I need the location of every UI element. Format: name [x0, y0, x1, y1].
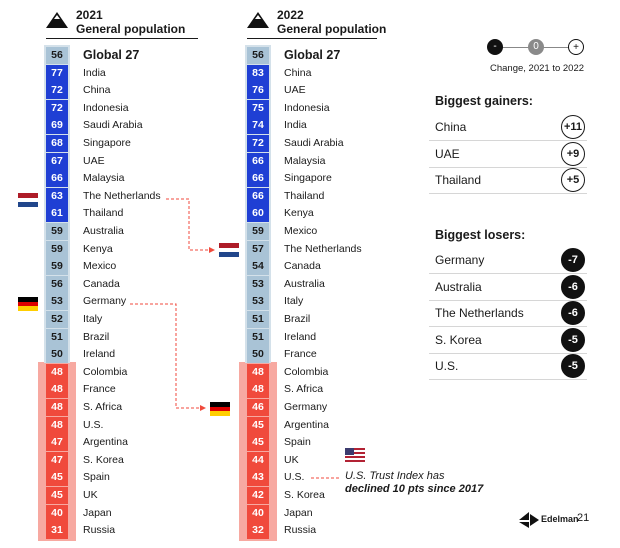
trust-score-bar: 75 — [247, 100, 269, 117]
trust-score-bar: 60 — [247, 205, 269, 222]
country-label: The Netherlands — [83, 189, 161, 202]
losers-title: Biggest losers: — [435, 228, 526, 242]
edelman-logo-icon — [519, 512, 539, 528]
country-label: Germany — [284, 401, 328, 413]
trust-triangle-icon — [46, 12, 68, 28]
trust-score-bar: 51 — [46, 329, 68, 346]
trust-score-bar: 72 — [46, 82, 68, 99]
country-label: Thailand — [435, 173, 482, 187]
country-label: S. Africa — [284, 383, 324, 396]
country-label: The Netherlands — [284, 242, 362, 255]
country-label: Global 27 — [83, 48, 140, 62]
country-label: Malaysia — [83, 172, 125, 185]
trust-score-bar: 69 — [46, 117, 68, 134]
legend-minus-circle: - — [487, 39, 503, 55]
country-label: Ireland — [83, 348, 116, 361]
trust-score-bar: 76 — [247, 82, 269, 99]
change-legend — [487, 38, 587, 78]
trust-score-bar: 51 — [247, 329, 269, 346]
country-label: Singapore — [284, 172, 332, 185]
trust-score-bar: 45 — [247, 434, 269, 451]
change-badge: -6 — [561, 301, 585, 325]
country-label: Kenya — [284, 207, 314, 220]
trust-score-bar: 67 — [46, 153, 68, 170]
trust-score-bar: 83 — [247, 65, 269, 82]
trust-score-bar: 45 — [46, 469, 68, 486]
trust-score-bar: 48 — [247, 381, 269, 398]
trust-score-bar: 59 — [247, 223, 269, 240]
change-badge: +9 — [561, 142, 585, 166]
country-label: Saudi Arabia — [284, 137, 344, 149]
legend-plus-circle: + — [568, 39, 584, 55]
country-label: Canada — [284, 260, 321, 273]
country-label: Australia — [284, 277, 325, 290]
trust-score-bar: 42 — [247, 487, 269, 504]
country-label: Kenya — [83, 242, 113, 255]
country-label: UAE — [83, 154, 105, 167]
country-label: Ireland — [284, 330, 317, 343]
page-number: 21 — [577, 512, 590, 524]
change-badge: +5 — [561, 168, 585, 192]
legend-zero-circle: 0 — [528, 39, 544, 55]
trust-score-bar: 66 — [247, 188, 269, 205]
country-label: Colombia — [83, 365, 128, 378]
country-label: China — [83, 84, 111, 97]
trust-score-bar: 74 — [247, 117, 269, 134]
note-line-1: U.S. Trust Index has — [345, 470, 445, 482]
country-label: France — [83, 383, 116, 396]
loser-row — [429, 274, 587, 301]
trust-score-bar: 53 — [247, 293, 269, 310]
flag-stripe-gold — [18, 306, 38, 311]
trust-score-bar: 48 — [46, 364, 68, 381]
country-label: Colombia — [284, 365, 329, 378]
us-flag-icon — [345, 448, 365, 462]
gainer-row — [429, 167, 587, 194]
netherlands-flag-icon — [219, 243, 239, 257]
country-label: Global 27 — [284, 48, 341, 62]
country-label: S. Africa — [83, 401, 123, 413]
change-badge: +11 — [561, 115, 585, 139]
subtitle-2021: General population — [76, 22, 186, 36]
trust-score-bar: 77 — [46, 65, 68, 82]
trust-score-bar: 45 — [247, 417, 269, 434]
germany-flag-icon — [18, 297, 38, 311]
trust-score-bar: 47 — [46, 452, 68, 469]
country-label: Russia — [284, 524, 317, 537]
trust-score-bar: 47 — [46, 434, 68, 451]
country-label: S. Korea — [284, 489, 325, 501]
country-label: Saudi Arabia — [83, 119, 143, 132]
country-label: Argentina — [284, 418, 329, 431]
country-label: Indonesia — [284, 101, 330, 114]
country-label: China — [284, 66, 312, 79]
loser-row — [429, 353, 587, 380]
header-rule-2021 — [46, 38, 198, 39]
country-label: Brazil — [284, 313, 311, 325]
country-label: Mexico — [83, 260, 117, 273]
country-label: Malaysia — [284, 154, 326, 167]
country-label: UAE — [435, 146, 460, 161]
country-label: UK — [83, 489, 98, 501]
germany-arrow — [130, 304, 201, 408]
country-label: Singapore — [83, 137, 131, 149]
trust-score-bar: 56 — [46, 47, 68, 64]
change-badge: -5 — [561, 328, 585, 352]
country-label: S. Korea — [435, 332, 482, 347]
country-label: India — [284, 119, 307, 132]
note-line-2: declined 10 pts since 2017 — [345, 483, 484, 495]
change-badge: -5 — [561, 354, 585, 378]
trust-score-bar: 56 — [46, 276, 68, 293]
country-label: China — [435, 120, 467, 134]
country-label: Thailand — [83, 207, 124, 220]
trust-score-bar: 59 — [46, 241, 68, 258]
trust-score-bar: 48 — [46, 381, 68, 398]
country-label: S. Korea — [83, 453, 124, 466]
trust-score-bar: 46 — [247, 399, 269, 416]
gainer-row — [429, 141, 587, 168]
netherlands-flag-icon — [18, 193, 38, 207]
trust-score-bar: 50 — [247, 346, 269, 363]
trust-score-bar: 72 — [247, 135, 269, 152]
gainers-title: Biggest gainers: — [435, 94, 533, 108]
trust-score-bar: 31 — [46, 522, 68, 539]
trust-score-bar: 48 — [247, 364, 269, 381]
country-label: Italy — [83, 313, 103, 325]
country-label: Russia — [83, 524, 116, 537]
country-label: Brazil — [83, 330, 110, 343]
trust-score-bar: 66 — [46, 170, 68, 187]
trust-score-bar: 43 — [247, 469, 269, 486]
netherlands-arrowhead — [209, 247, 215, 253]
trust-score-bar: 66 — [247, 153, 269, 170]
us-trust-note — [345, 470, 483, 496]
year-label-2021: 2021 — [76, 8, 103, 22]
trust-score-bar: 63 — [46, 188, 68, 205]
change-badge: -6 — [561, 275, 585, 299]
trust-score-bar: 44 — [247, 452, 269, 469]
header-rule-2022 — [247, 38, 377, 39]
country-label: UAE — [284, 84, 306, 97]
loser-row — [429, 247, 587, 274]
country-label: Japan — [284, 506, 313, 519]
subtitle-2022: General population — [277, 22, 387, 36]
trust-score-bar: 52 — [46, 311, 68, 328]
flag-stripe-gold — [210, 411, 230, 416]
trust-score-bar: 68 — [46, 135, 68, 152]
country-label: U.S. — [284, 471, 305, 484]
germany-flag-icon — [210, 402, 230, 416]
trust-score-bar: 53 — [247, 276, 269, 293]
trust-score-bar: 53 — [46, 293, 68, 310]
legend-caption: Change, 2021 to 2022 — [490, 63, 585, 74]
country-label: U.S. — [435, 359, 459, 373]
year-label-2022: 2022 — [277, 8, 304, 22]
trust-score-bar: 40 — [247, 505, 269, 522]
trust-score-bar: 50 — [46, 346, 68, 363]
gainer-row — [429, 114, 587, 141]
country-label: Thailand — [284, 189, 325, 202]
trust-score-bar: 66 — [247, 170, 269, 187]
country-label: Australia — [83, 225, 124, 237]
trust-score-bar: 48 — [46, 399, 68, 416]
country-label: Australia — [435, 279, 482, 294]
country-label: Spain — [284, 436, 311, 449]
change-badge: -7 — [561, 248, 585, 272]
country-label: UK — [284, 453, 299, 466]
trust-score-bar: 59 — [46, 223, 68, 240]
trust-score-bar: 72 — [46, 100, 68, 117]
germany-arrowhead — [200, 405, 206, 411]
country-label: Indonesia — [83, 101, 129, 114]
trust-score-bar: 32 — [247, 522, 269, 539]
country-label: Mexico — [284, 225, 318, 237]
trust-score-bar: 59 — [46, 258, 68, 275]
trust-score-bar: 51 — [247, 311, 269, 328]
brand-name: Edelman — [541, 514, 579, 524]
loser-row — [429, 300, 587, 327]
country-label: Argentina — [83, 436, 128, 449]
country-label: Japan — [83, 506, 112, 519]
trust-score-bar: 61 — [46, 205, 68, 222]
country-label: France — [284, 348, 317, 361]
country-label: Canada — [83, 277, 120, 290]
flag-stripe-blue — [219, 252, 239, 257]
loser-row — [429, 327, 587, 354]
country-label: India — [83, 66, 106, 79]
trust-score-bar: 48 — [46, 417, 68, 434]
netherlands-arrow — [166, 199, 210, 250]
trust-score-bar: 56 — [247, 47, 269, 64]
country-label: U.S. — [83, 418, 104, 431]
trust-score-bar: 40 — [46, 505, 68, 522]
trust-score-bar: 45 — [46, 487, 68, 504]
trust-score-bar: 57 — [247, 241, 269, 258]
country-label: Italy — [284, 295, 304, 308]
country-label: The Netherlands — [435, 306, 524, 320]
country-label: Germany — [435, 253, 485, 267]
country-label: Spain — [83, 471, 110, 484]
country-label: Germany — [83, 295, 127, 308]
flag-stripe-blue — [18, 202, 38, 207]
trust-triangle-icon — [247, 12, 269, 28]
trust-score-bar: 54 — [247, 258, 269, 275]
